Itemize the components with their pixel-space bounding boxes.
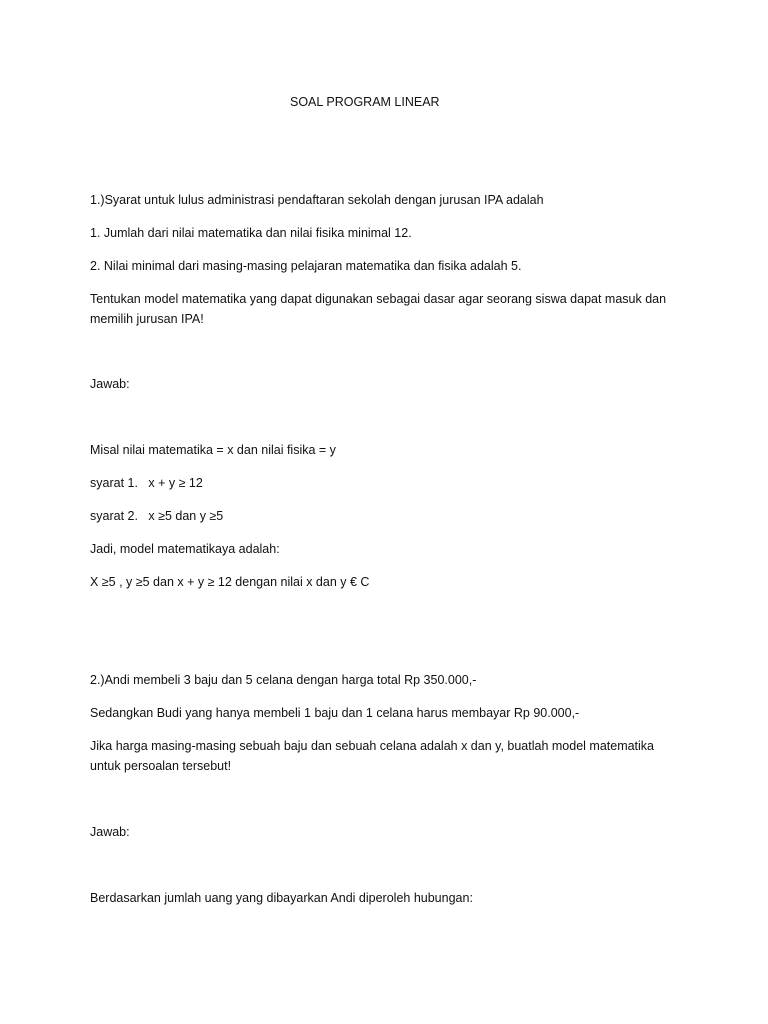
q1-syarat-2: syarat 2. x ≥5 dan y ≥5 bbox=[90, 509, 224, 523]
q1-intro: 1.)Syarat untuk lulus administrasi pendaftaran sekolah dengan jurusan IPA adalah bbox=[90, 193, 544, 207]
document-title: SOAL PROGRAM LINEAR bbox=[290, 95, 440, 109]
q2-task: Jika harga masing-masing sebuah baju dan sebuah celana adalah x dan y, buatlah model matematika untuk persoalan tersebut! bbox=[90, 739, 655, 773]
q1-model: X ≥5 , y ≥5 dan x + y ≥ 12 dengan nilai x dan y € C bbox=[90, 575, 370, 589]
q1-task: Tentukan model matematika yang dapat digunakan sebagai dasar agar seorang siswa dapat masuk dan memilih jurusan IPA! bbox=[90, 292, 667, 326]
q2-answer-label: Jawab: bbox=[90, 825, 130, 839]
q1-syarat-1: syarat 1. x + y ≥ 12 bbox=[90, 476, 203, 490]
q2-budi-statement: Sedangkan Budi yang hanya membeli 1 baju dan 1 celana harus membayar Rp 90.000,- bbox=[90, 706, 580, 720]
q1-answer-label: Jawab: bbox=[90, 377, 130, 391]
q1-let-statement: Misal nilai matematika = x dan nilai fisika = y bbox=[90, 443, 336, 457]
q2-intro: 2.)Andi membeli 3 baju dan 5 celana dengan harga total Rp 350.000,- bbox=[90, 673, 477, 687]
q1-condition-2: 2. Nilai minimal dari masing-masing pelajaran matematika dan fisika adalah 5. bbox=[90, 259, 522, 273]
q1-condition-1: 1. Jumlah dari nilai matematika dan nilai fisika minimal 12. bbox=[90, 226, 412, 240]
q1-model-label: Jadi, model matematikaya adalah: bbox=[90, 542, 280, 556]
q2-relation: Berdasarkan jumlah uang yang dibayarkan Andi diperoleh hubungan: bbox=[90, 891, 473, 905]
